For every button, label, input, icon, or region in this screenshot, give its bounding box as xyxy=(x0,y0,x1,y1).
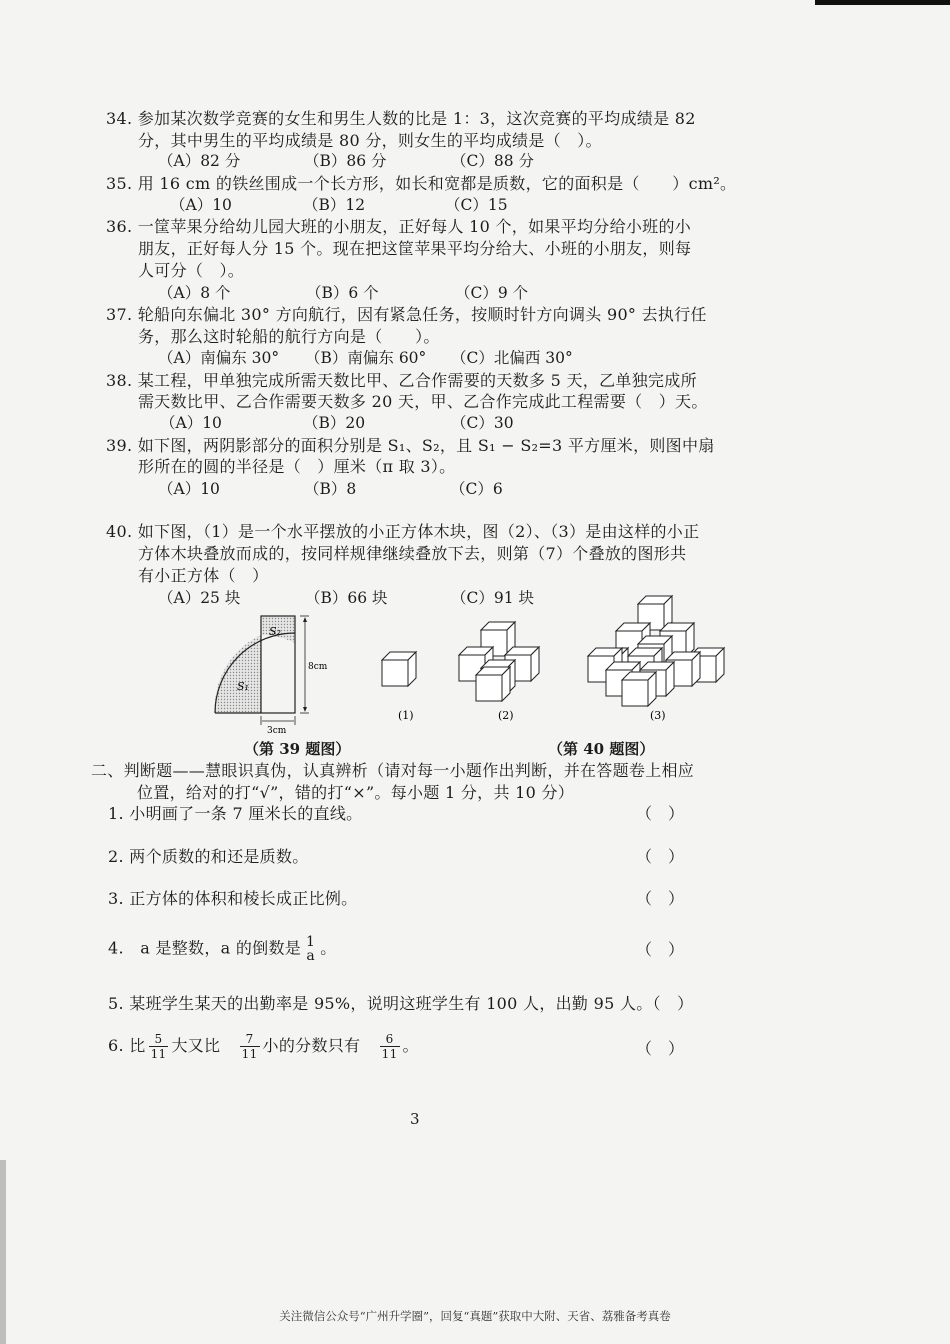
q36-option-a: （A）8 个 xyxy=(158,284,231,302)
fig40-label-1: (1) xyxy=(398,709,414,722)
q34-line1: 34. 参加某次数学竞赛的女生和男生人数的比是 1：3，这次竞赛的平均成绩是 82 xyxy=(106,109,696,128)
q35-option-a: （A）10 xyxy=(170,196,232,214)
judge-item-3-answer: （ ） xyxy=(636,889,685,908)
page-number: 3 xyxy=(410,1110,420,1128)
fig40-stack-3 xyxy=(588,596,724,706)
fig40-stack-2 xyxy=(459,622,539,701)
judge-item-4: 4. a 是整数，a 的倒数是 1 a 。 xyxy=(108,934,337,964)
q37-line2: 务，那么这时轮船的航行方向是（ ）。 xyxy=(138,327,440,346)
scan-edge-mark xyxy=(815,0,950,5)
footer-note: 关注微信公众号“广州升学圈”，回复“真题”获取中大附、天省、荔雅备考真卷 xyxy=(279,1309,671,1323)
q37-option-a: （A）南偏东 30° xyxy=(158,349,280,367)
fig40-caption: （第 40 题图） xyxy=(548,740,655,758)
q40-option-b: （B）66 块 xyxy=(305,589,388,607)
q40-line2: 方体木块叠放而成的，按同样规律继续叠放下去，则第（7）个叠放的图形共 xyxy=(138,544,687,563)
fig39-s1-label: S₁ xyxy=(237,680,249,693)
fig40-cube-1 xyxy=(382,652,416,686)
judge-item-2: 2. 两个质数的和还是质数。 xyxy=(108,847,309,866)
q39-option-c: （C）6 xyxy=(450,480,503,498)
q34-option-b: （B）86 分 xyxy=(304,152,387,170)
q34-option-a: （A）82 分 xyxy=(158,152,241,170)
judge-item-2-answer: （ ） xyxy=(636,847,685,866)
q39-line2: 形所在的圆的半径是（ ）厘米（π 取 3）。 xyxy=(138,457,456,476)
judge-item-6-answer: （ ） xyxy=(636,1039,685,1058)
judge-item-5: 5. 某班学生某天的出勤率是 95%，说明这班学生有 100 人，出勤 95 人。（ ） xyxy=(108,994,694,1013)
q35-line1: 35. 用 16 cm 的铁丝围成一个长方形，如长和宽都是质数，它的面积是（ ）cm²。 xyxy=(106,174,737,193)
section2-heading-line1: 二、判断题——慧眼识真伪，认真辨析（请对每一小题作出判断，并在答题卷上相应 xyxy=(91,761,695,780)
fig39-s2-label: S₂ xyxy=(269,625,281,638)
fig39-height-label: 8cm xyxy=(308,662,328,672)
judge-item-6: 6. 比 $\frac{5}{11}$ 大又比 $\frac{7}{11}$ 小的分数只有 $\frac{6}{11}$ 。 xyxy=(108,1032,419,1061)
fig40-label-3: (3) xyxy=(650,709,666,722)
q38-option-b: （B）20 xyxy=(303,414,366,432)
q40-line3: 有小正方体（ ） xyxy=(138,566,269,585)
q37-option-c: （C）北偏西 30° xyxy=(451,349,573,367)
q34-line2: 分，其中男生的平均成绩是 80 分，则女生的平均成绩是（ ）。 xyxy=(138,131,602,150)
judge-item-4-answer: （ ） xyxy=(636,940,685,959)
q37-option-b: （B）南偏东 60° xyxy=(305,349,427,367)
figure-40 xyxy=(370,590,740,725)
q39-line1: 39. 如下图，两阴影部分的面积分别是 S₁、S₂，且 S₁ − S₂=3 平方厘米，则图中扇 xyxy=(106,436,715,455)
fig40-label-2: (2) xyxy=(498,709,514,722)
q35-option-c: （C）15 xyxy=(445,196,508,214)
q35-option-b: （B）12 xyxy=(303,196,366,214)
q36-option-b: （B）6 个 xyxy=(306,284,379,302)
q38-line2: 需天数比甲、乙合作需要天数多 20 天，甲、乙合作完成此工程需要（ ）天。 xyxy=(138,392,708,411)
q40-option-c: （C）91 块 xyxy=(451,589,535,607)
q38-option-a: （A）10 xyxy=(160,414,222,432)
q36-line1: 36. 一筐苹果分给幼儿园大班的小朋友，正好每人 10 个，如果平均分给小班的小 xyxy=(106,217,692,236)
q36-line3: 人可分（ ）。 xyxy=(138,261,245,280)
judge-item-3: 3. 正方体的体积和棱长成正比例。 xyxy=(108,889,358,908)
q40-option-a: （A）25 块 xyxy=(158,589,241,607)
fig39-caption: （第 39 题图） xyxy=(244,740,351,758)
judge-item-1: 1. 小明画了一条 7 厘米长的直线。 xyxy=(108,804,363,823)
fig39-width-label: 3cm xyxy=(267,726,287,736)
q36-line2: 朋友，正好每人分 15 个。现在把这筐苹果平均分给大、小班的小朋友，则每 xyxy=(138,239,692,258)
figure-39 xyxy=(205,608,345,738)
q37-line1: 37. 轮船向东偏北 30° 方向航行，因有紧急任务，按顺时针方向调头 90° 去执行任 xyxy=(106,305,707,324)
q38-line1: 38. 某工程，甲单独完成所需天数比甲、乙合作需要的天数多 5 天，乙单独完成所 xyxy=(106,371,697,390)
section2-heading-line2: 位置，给对的打“√”，错的打“×”。每小题 1 分，共 10 分） xyxy=(137,783,575,802)
q40-line1: 40. 如下图，（1）是一个水平摆放的小正方体木块，图（2）、（3）是由这样的小正 xyxy=(106,522,700,541)
judge-item-1-answer: （ ） xyxy=(636,804,685,823)
q39-option-a: （A）10 xyxy=(158,480,220,498)
q39-option-b: （B）8 xyxy=(304,480,357,498)
q34-option-c: （C）88 分 xyxy=(451,152,535,170)
q38-option-c: （C）30 xyxy=(451,414,514,432)
q36-option-c: （C）9 个 xyxy=(455,284,529,302)
s1-shaded-region xyxy=(215,635,261,713)
